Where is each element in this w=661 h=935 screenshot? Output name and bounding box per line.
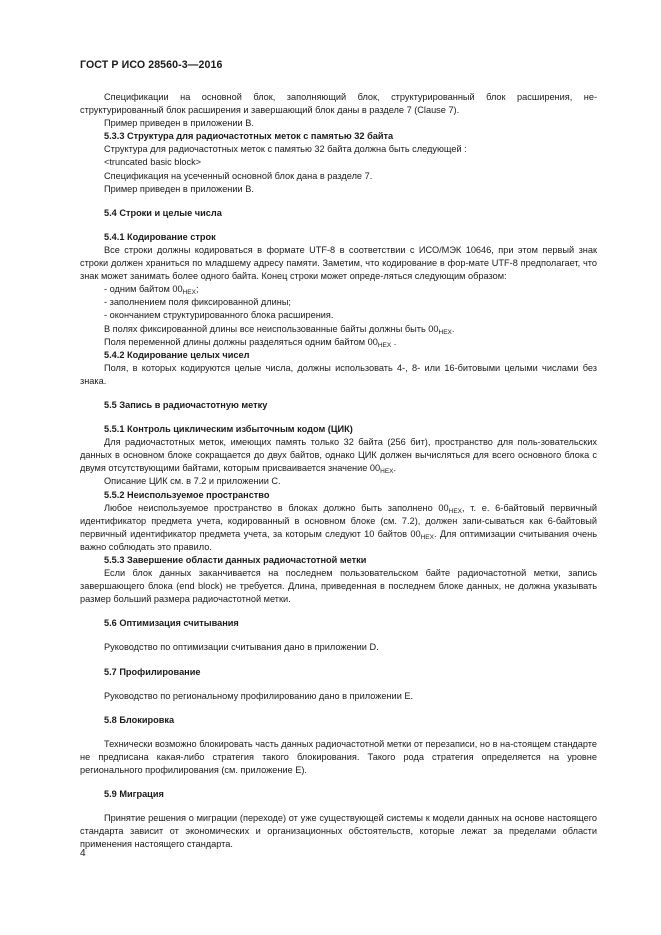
- paragraph: Структура для радиочастотных меток с памятью 32 байта должна быть следующей :: [104, 144, 467, 155]
- section-heading-5-4-1: 5.4.1 Кодирование строк: [104, 231, 216, 242]
- section-heading-5-5: 5.5 Запись в радиочастотную метку: [104, 399, 268, 410]
- section-heading-5-3-3: 5.3.3 Структура для радиочастотных меток с памятью 32 байта: [104, 131, 394, 142]
- section-heading-5-5-3: 5.5.3 Завершение области данных радиочастотной метки: [104, 555, 367, 565]
- paragraph: Для радиочастотных меток, имеющих память только 32 байта (256 бит), пространство для поль-зовательских данных в основном блоке сокращается до двух байтов, однако ЦИК должен вычисляться для всего основного блока с двумя отсутствующими байтами, которым присваивается значение $00_{HEX}$.: [80, 437, 597, 476]
- list-item: - одним байтом $00_{HEX}$;: [104, 284, 199, 297]
- paragraph: Пример приведен в приложении В.: [104, 183, 254, 194]
- paragraph: Руководство по региональному профилированию дано в приложении Е.: [104, 690, 414, 701]
- paragraph: Любое неиспользуемое пространство в блоках должно быть заполнено $00_{HEX}$, т. е. 6-байтовый первичный идентификатор предмета учета, кодированный в основном блоке (см. 7.2), должен запи-сываться как 6-байтовый первичный идентификатор предмета учета, за которым следуют 10 байтов $00_{HEX}$. Для оптимизации считывания очень важно соблюдать это правило.: [80, 502, 598, 552]
- paragraph: Руководство по оптимизации считывания дано в приложении D.: [104, 642, 379, 653]
- section-heading-5-7: 5.7 Профилирование: [104, 666, 201, 677]
- paragraph: Спецификации на основной блок, заполняющий блок, структурированный блок расширения, не-структурированный блок расширения и завершающий блок даны в разделе 7 (Clause 7).: [80, 92, 597, 116]
- paragraph: Спецификация на усеченный основной блок дана в разделе 7.: [104, 170, 373, 181]
- section-heading-5-8: 5.8 Блокировка: [104, 714, 175, 725]
- paragraph: В полях фиксированной длины все неиспользованные байты должны быть $00_{HEX}$.: [104, 323, 455, 336]
- section-heading-5-5-1: 5.5.1 Контроль циклическим избыточным кодом (ЦИК): [104, 424, 353, 435]
- paragraph: Технически возможно блокировать часть данных радиочастотной метки от перезаписи, но в на-стоящем стандарте не предписана какая-либо стратегия такого блокирования. Такого рода стратегия определяется на уровне регионального профилирования (см. приложение Е).: [80, 738, 597, 776]
- section-heading-5-9: 5.9 Миграция: [104, 789, 164, 800]
- paragraph: Поля, в которых кодируются целые числа, должны использовать 4-, 8- или 16-битовыми целыми числами без знака.: [80, 362, 597, 386]
- document-body: [80, 91, 597, 852]
- document-header: ГОСТ Р ИСО 28560-3—2016: [80, 59, 223, 71]
- section-heading-5-6: 5.6 Оптимизация считывания: [104, 618, 239, 629]
- section-heading-5-4: 5.4 Строки и целые числа: [104, 207, 222, 218]
- page-number: 4: [80, 848, 86, 859]
- section-heading-5-4-2: 5.4.2 Кодирование целых чисел: [104, 349, 250, 360]
- list-item: - заполнением поля фиксированной длины;: [104, 297, 291, 308]
- paragraph: Если блок данных заканчивается на последнем пользовательском байте радиочастотной метки, запись завершающего блока (end block) не требуется. Длина, приведенная в последнем блоке данных, не должна указывать размер больший размера радиочастотной метки.: [80, 568, 597, 605]
- paragraph: Поля переменной длины должны разделяться одним байтом $00_{HEX}$ .: [104, 336, 397, 349]
- paragraph: Принятие решения о миграции (переходе) от уже существующей системы к модели данных на основе настоящего стандарта зависит от экономических и организационных обстоятельств, которые лежат за пределами области применения настоящего стандарта.: [80, 813, 597, 850]
- paragraph: Пример приведен в приложении В.: [104, 118, 254, 129]
- paragraph: <truncated basic block>: [104, 157, 202, 168]
- paragraph: Описание ЦИК см. в 7.2 и приложении С.: [104, 476, 281, 487]
- list-item: - окончанием структурированного блока расширения.: [104, 310, 334, 321]
- paragraph: Все строки должны кодироваться в формате UTF-8 в соответствии с ИСО/МЭК 10646, при этом первый знак строки должен храниться по младшему адресу памяти. Заметим, что кодирование в фор-мате UTF-8 предполагает, что знак может занимать более одного байта. Конец строки может опреде-ляться следующим образом:: [80, 244, 597, 282]
- section-heading-5-5-2: 5.5.2 Неиспользуемое пространство: [104, 489, 270, 500]
